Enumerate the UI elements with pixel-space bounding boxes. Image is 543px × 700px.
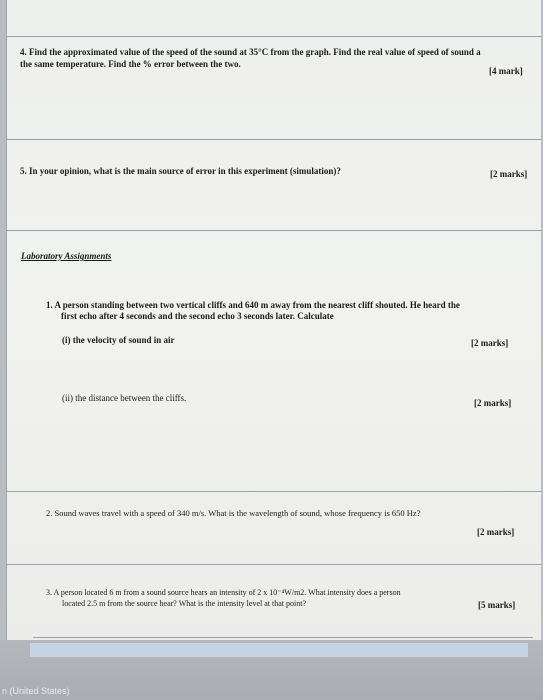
q5-marks: [2 marks] (490, 169, 528, 179)
q5-text: 5. In your opinion, what is the main source of error in this experiment (simulation)? (20, 166, 341, 176)
a3-line1: 3. A person located 6 m from a sound source hears an intensity of 2 x 10⁻⁴W/m2. What intensity does a person (46, 588, 401, 597)
divider-after-q5 (7, 230, 541, 231)
a2-text: 2. Sound waves travel with a speed of 340 m/s. What is the wavelength of sound, whose frequency is 650 Hz? (46, 508, 421, 518)
q4-marks: [4 mark] (489, 66, 523, 76)
a3-line2: located 2.5 m from the source hear? What is the intensity level at that point? (62, 599, 306, 608)
a1-part-ii-marks: [2 marks] (474, 398, 512, 408)
a1-part-i: (i) the velocity of sound in air (62, 335, 175, 345)
a3-marks: [5 marks] (478, 600, 516, 610)
a1-part-i-marks: [2 marks] (471, 338, 509, 348)
divider-after-q4 (7, 139, 541, 140)
next-section-strip (30, 643, 528, 657)
lab-heading: Laboratory Assignments (21, 251, 112, 261)
divider-after-a2 (7, 564, 541, 565)
language-status[interactable]: n (United States) (2, 686, 70, 696)
a1-line2: first echo after 4 seconds and the second echo 3 seconds later. Calculate (61, 311, 334, 321)
q4-line2: the same temperature. Find the % error between the two. (20, 59, 241, 69)
q4-line1: 4. Find the approximated value of the speed of the sound at 35°C from the graph. Find the real value of speed of sound a (20, 47, 481, 57)
divider-after-a1 (7, 491, 541, 492)
a1-line1: 1. A person standing between two vertical cliffs and 640 m away from the nearest cliff shouted. He heard the (46, 300, 460, 310)
a2-marks: [2 marks] (477, 527, 515, 537)
divider-after-a3 (33, 637, 533, 638)
divider-top (7, 36, 541, 37)
a1-part-ii: (ii) the distance between the cliffs. (62, 393, 187, 403)
